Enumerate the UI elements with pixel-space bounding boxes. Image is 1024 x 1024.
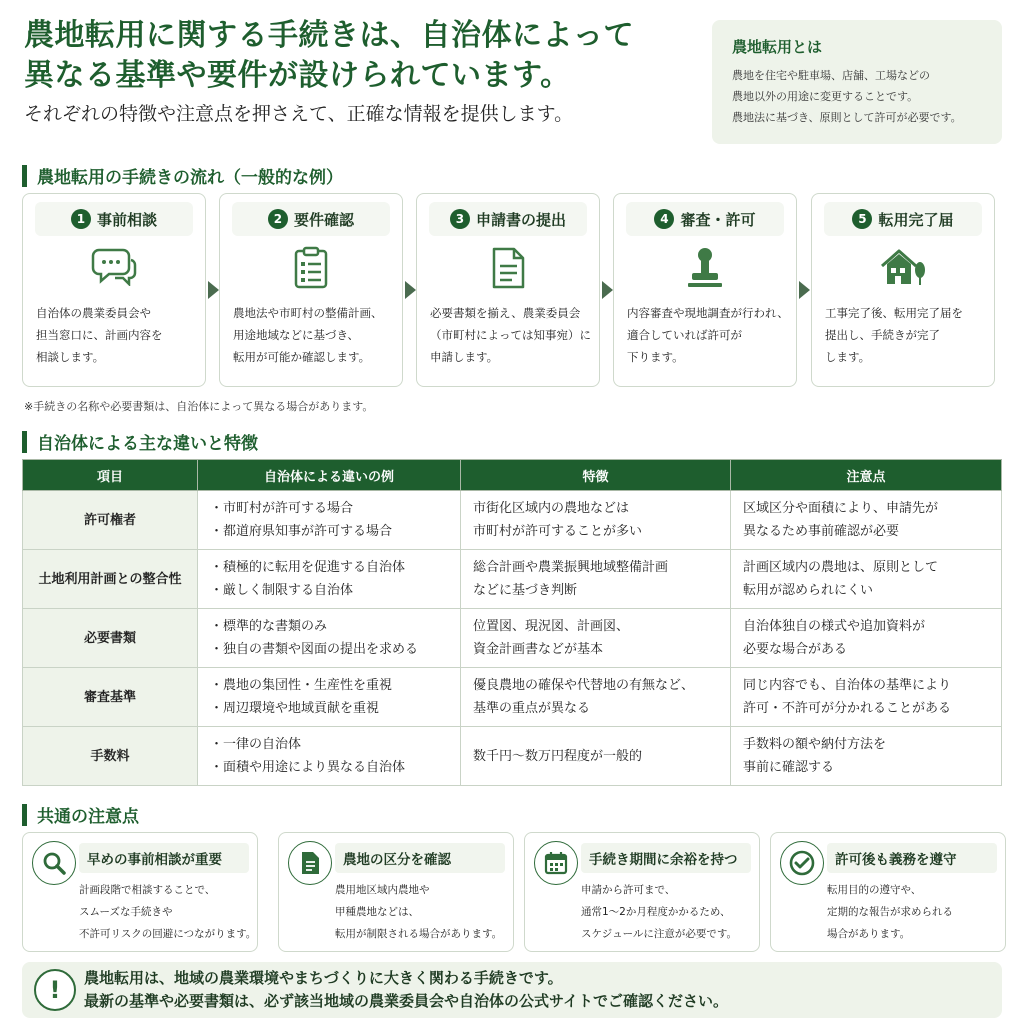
table-cell	[198, 550, 461, 609]
cell-line: 市街化区域内の農地などは	[473, 501, 630, 516]
section-bar	[22, 804, 27, 826]
step-title: 要件確認	[293, 210, 354, 229]
checklist-icon	[220, 246, 402, 290]
footer-line: 農地転用は、地域の農業環境やまちづくりに大きく関わる手続きです。	[84, 969, 563, 987]
table-header-row	[23, 460, 1002, 491]
cell-line: 許可・不許可が分かれることがある	[743, 701, 952, 716]
step-header	[626, 202, 784, 236]
tip-card-title: 手続き期間に余裕を持つ	[581, 843, 751, 873]
cell-line: 自治体独自の様式や追加資料が	[743, 619, 926, 634]
flow-steps	[22, 193, 996, 387]
step-number: 2	[268, 209, 288, 229]
cell-line: ・独自の書類や図面の提出を求める	[210, 642, 419, 657]
table-cell	[461, 550, 731, 609]
step-title: 申請書の提出	[475, 210, 566, 229]
definition-box	[712, 20, 1002, 144]
step-header	[232, 202, 390, 236]
column-header: 項目	[23, 460, 198, 491]
check-circle-icon	[780, 841, 824, 885]
cell-line: ・周辺環境や地域貢献を重視	[210, 701, 380, 716]
table-row	[23, 609, 1002, 668]
step-description	[825, 302, 984, 368]
cell-line: 優良農地の確保や代替地の有無など、	[473, 678, 695, 693]
tip-card-line: 不許可リスクの回避につながります。	[79, 928, 257, 940]
tip-card	[770, 832, 1006, 952]
table-cell	[731, 609, 1002, 668]
section-bar	[22, 165, 27, 187]
footer-text	[84, 967, 728, 1013]
flow-step	[811, 193, 995, 387]
step-description-line: 申請します。	[430, 350, 499, 364]
step-description-line: 担当窓口に、計画内容を	[36, 328, 163, 342]
magnifier-icon	[32, 841, 76, 885]
tip-card-line: 通常1〜2か月程度かかるため、	[581, 906, 731, 918]
cell-line: 市町村が許可することが多い	[473, 524, 643, 539]
tip-card-line: 転用が制限される場合があります。	[335, 928, 503, 940]
tip-card-description	[581, 879, 755, 945]
step-description-line: 用途地域などに基づき、	[233, 328, 360, 342]
table-cell	[461, 727, 731, 786]
flow-step	[416, 193, 600, 387]
table-cell	[198, 609, 461, 668]
step-description	[233, 302, 392, 368]
tip-card	[524, 832, 760, 952]
cell-line: 基準の重点が異なる	[473, 701, 591, 716]
chat-bubbles-icon	[23, 246, 205, 290]
step-description-line: 提出し、手続きが完了	[825, 328, 940, 342]
step-description-line: 下ります。	[627, 350, 684, 364]
step-number: 4	[654, 209, 674, 229]
section-title: 自治体による主な違いと特徴	[37, 434, 258, 454]
row-header: 手数料	[23, 727, 198, 786]
cell-line: などに基づき判断	[473, 583, 578, 598]
cell-line: 区域区分や面積により、申請先が	[743, 501, 939, 516]
cell-line: 数千円〜数万円程度が一般的	[473, 748, 643, 764]
table-cell	[198, 727, 461, 786]
section-title: 共通の注意点	[37, 807, 139, 827]
step-description-line: （市町村によっては知事宛）に	[430, 328, 591, 342]
cell-line: 転用が認められにくい	[743, 583, 874, 598]
arrow-right-icon	[799, 281, 810, 299]
page-title-line: 農地転用に関する手続きは、自治体によって	[24, 18, 634, 53]
step-number: 5	[852, 209, 872, 229]
exclamation-icon: !	[34, 969, 76, 1011]
cell-line: ・一律の自治体	[210, 737, 302, 752]
tip-card-description	[79, 879, 257, 945]
arrow-right-icon	[208, 281, 219, 299]
tip-card	[22, 832, 258, 952]
table-row	[23, 491, 1002, 550]
tip-card-description	[335, 879, 509, 945]
step-header	[35, 202, 193, 236]
column-header: 特徴	[461, 460, 731, 491]
cell-line: ・都道府県知事が許可する場合	[210, 524, 393, 539]
cell-line: 必要な場合がある	[743, 642, 848, 657]
tip-card-line: 農用地区域内農地や	[335, 884, 430, 896]
row-header: 許可権者	[23, 491, 198, 550]
tip-card	[278, 832, 514, 952]
table-cell	[198, 668, 461, 727]
row-header: 審査基準	[23, 668, 198, 727]
document-icon	[417, 246, 599, 290]
definition-line: 農地以外の用途に変更することです。	[732, 90, 919, 103]
table-cell	[461, 668, 731, 727]
tip-card-description	[827, 879, 1001, 945]
footer-line: 最新の基準や必要書類は、必ず該当地域の農業委員会や自治体の公式サイトでご確認ください。	[84, 992, 728, 1010]
cell-line: ・面積や用途により異なる自治体	[210, 760, 406, 775]
tip-card-line: スムーズな手続きや	[79, 906, 173, 918]
row-header: 必要書類	[23, 609, 198, 668]
cell-line: 資金計画書などが基本	[473, 642, 604, 657]
step-title: 転用完了届	[878, 210, 954, 229]
table-cell	[731, 491, 1002, 550]
house-icon	[812, 246, 994, 290]
section-title: 農地転用の手続きの流れ（一般的な例）	[37, 168, 343, 188]
tip-card-line: スケジュールに注意が必要です。	[581, 928, 738, 940]
table-cell	[731, 727, 1002, 786]
page-title	[24, 16, 704, 96]
tip-card-line: 定期的な報告が求められる	[827, 906, 953, 918]
step-title: 審査・許可	[680, 210, 756, 229]
step-description-line: 農地法や市町村の整備計画、	[233, 306, 383, 320]
page-subtitle: それぞれの特徴や注意点を押さえて、正確な情報を提供します。	[24, 103, 574, 125]
step-description-line: 必要書類を揃え、農業委員会	[430, 306, 581, 320]
table-row	[23, 727, 1002, 786]
table-cell	[461, 609, 731, 668]
flow-step	[613, 193, 797, 387]
step-number: 1	[71, 209, 91, 229]
arrow-right-icon	[405, 281, 416, 299]
step-description-line: 内容審査や現地調査が行われ、	[627, 306, 789, 320]
step-header	[824, 202, 982, 236]
common-section-heading	[22, 802, 139, 827]
step-description-line: 工事完了後、転用完了届を	[825, 306, 963, 320]
cell-line: ・厳しく制限する自治体	[210, 583, 354, 598]
row-header: 土地利用計画との整合性	[23, 550, 198, 609]
column-header: 自治体による違いの例	[198, 460, 461, 491]
common-cards	[22, 832, 1004, 952]
tip-card-title: 農地の区分を確認	[335, 843, 505, 873]
step-description	[627, 302, 789, 368]
comparison-table	[22, 459, 1002, 786]
footer-notice	[22, 962, 1002, 1018]
tip-card-line: 転用目的の遵守や、	[827, 884, 922, 896]
cell-line: ・積極的に転用を促進する自治体	[210, 560, 406, 575]
page-header	[24, 16, 704, 128]
cell-line: 総合計画や農業振興地域整備計画	[473, 560, 669, 575]
comparison-section-heading	[22, 429, 258, 454]
page-title-line: 異なる基準や要件が設けられています。	[24, 58, 571, 93]
tip-card-line: 計画段階で相談することで、	[79, 884, 216, 896]
tip-card-title: 許可後も義務を遵守	[827, 843, 997, 873]
flow-note: ※手続きの名称や必要書類は、自治体によって異なる場合があります。	[24, 400, 374, 413]
table-row	[23, 668, 1002, 727]
step-description-line: 転用が可能か確認します。	[233, 350, 371, 364]
calendar-icon	[534, 841, 578, 885]
flow-step	[219, 193, 403, 387]
cell-line: 手数料の額や納付方法を	[743, 737, 887, 752]
step-description-line: 自治体の農業委員会や	[36, 306, 151, 320]
cell-line: 事前に確認する	[743, 760, 835, 775]
flow-section-heading	[22, 163, 343, 188]
cell-line: 計画区域内の農地は、原則として	[743, 560, 939, 575]
table-row	[23, 550, 1002, 609]
step-title: 事前相談	[96, 210, 157, 229]
arrow-right-icon	[602, 281, 613, 299]
flow-step	[22, 193, 206, 387]
table-cell	[461, 491, 731, 550]
step-number: 3	[450, 209, 470, 229]
cell-line: ・市町村が許可する場合	[210, 501, 354, 516]
definition-line: 農地法に基づき、原則として許可が必要です。	[732, 111, 962, 124]
step-description-line: 適合していれば許可が	[627, 328, 742, 342]
cell-line: 異なるため事前確認が必要	[743, 524, 900, 539]
step-description	[36, 302, 195, 368]
tip-card-line: 甲種農地などは、	[335, 906, 419, 918]
cell-line: 同じ内容でも、自治体の基準により	[743, 678, 952, 693]
tip-card-line: 場合があります。	[827, 928, 911, 940]
table-cell	[731, 550, 1002, 609]
document-icon	[288, 841, 332, 885]
step-description-line: 相談します。	[36, 350, 105, 364]
table-cell	[731, 668, 1002, 727]
cell-line: ・標準的な書類のみ	[210, 619, 328, 634]
step-description	[430, 302, 589, 368]
cell-line: 位置図、現況図、計画図、	[473, 619, 630, 634]
tip-card-line: 申請から許可まで、	[581, 884, 676, 896]
tip-card-title: 早めの事前相談が重要	[79, 843, 249, 873]
cell-line: ・農地の集団性・生産性を重視	[210, 678, 393, 693]
step-header	[429, 202, 587, 236]
step-description-line: します。	[825, 350, 871, 364]
definition-line: 農地を住宅や駐車場、店舗、工場などの	[732, 69, 930, 82]
definition-title: 農地転用とは	[732, 38, 823, 56]
column-header: 注意点	[731, 460, 1002, 491]
stamp-icon	[614, 246, 796, 290]
section-bar	[22, 431, 27, 453]
table-cell	[198, 491, 461, 550]
